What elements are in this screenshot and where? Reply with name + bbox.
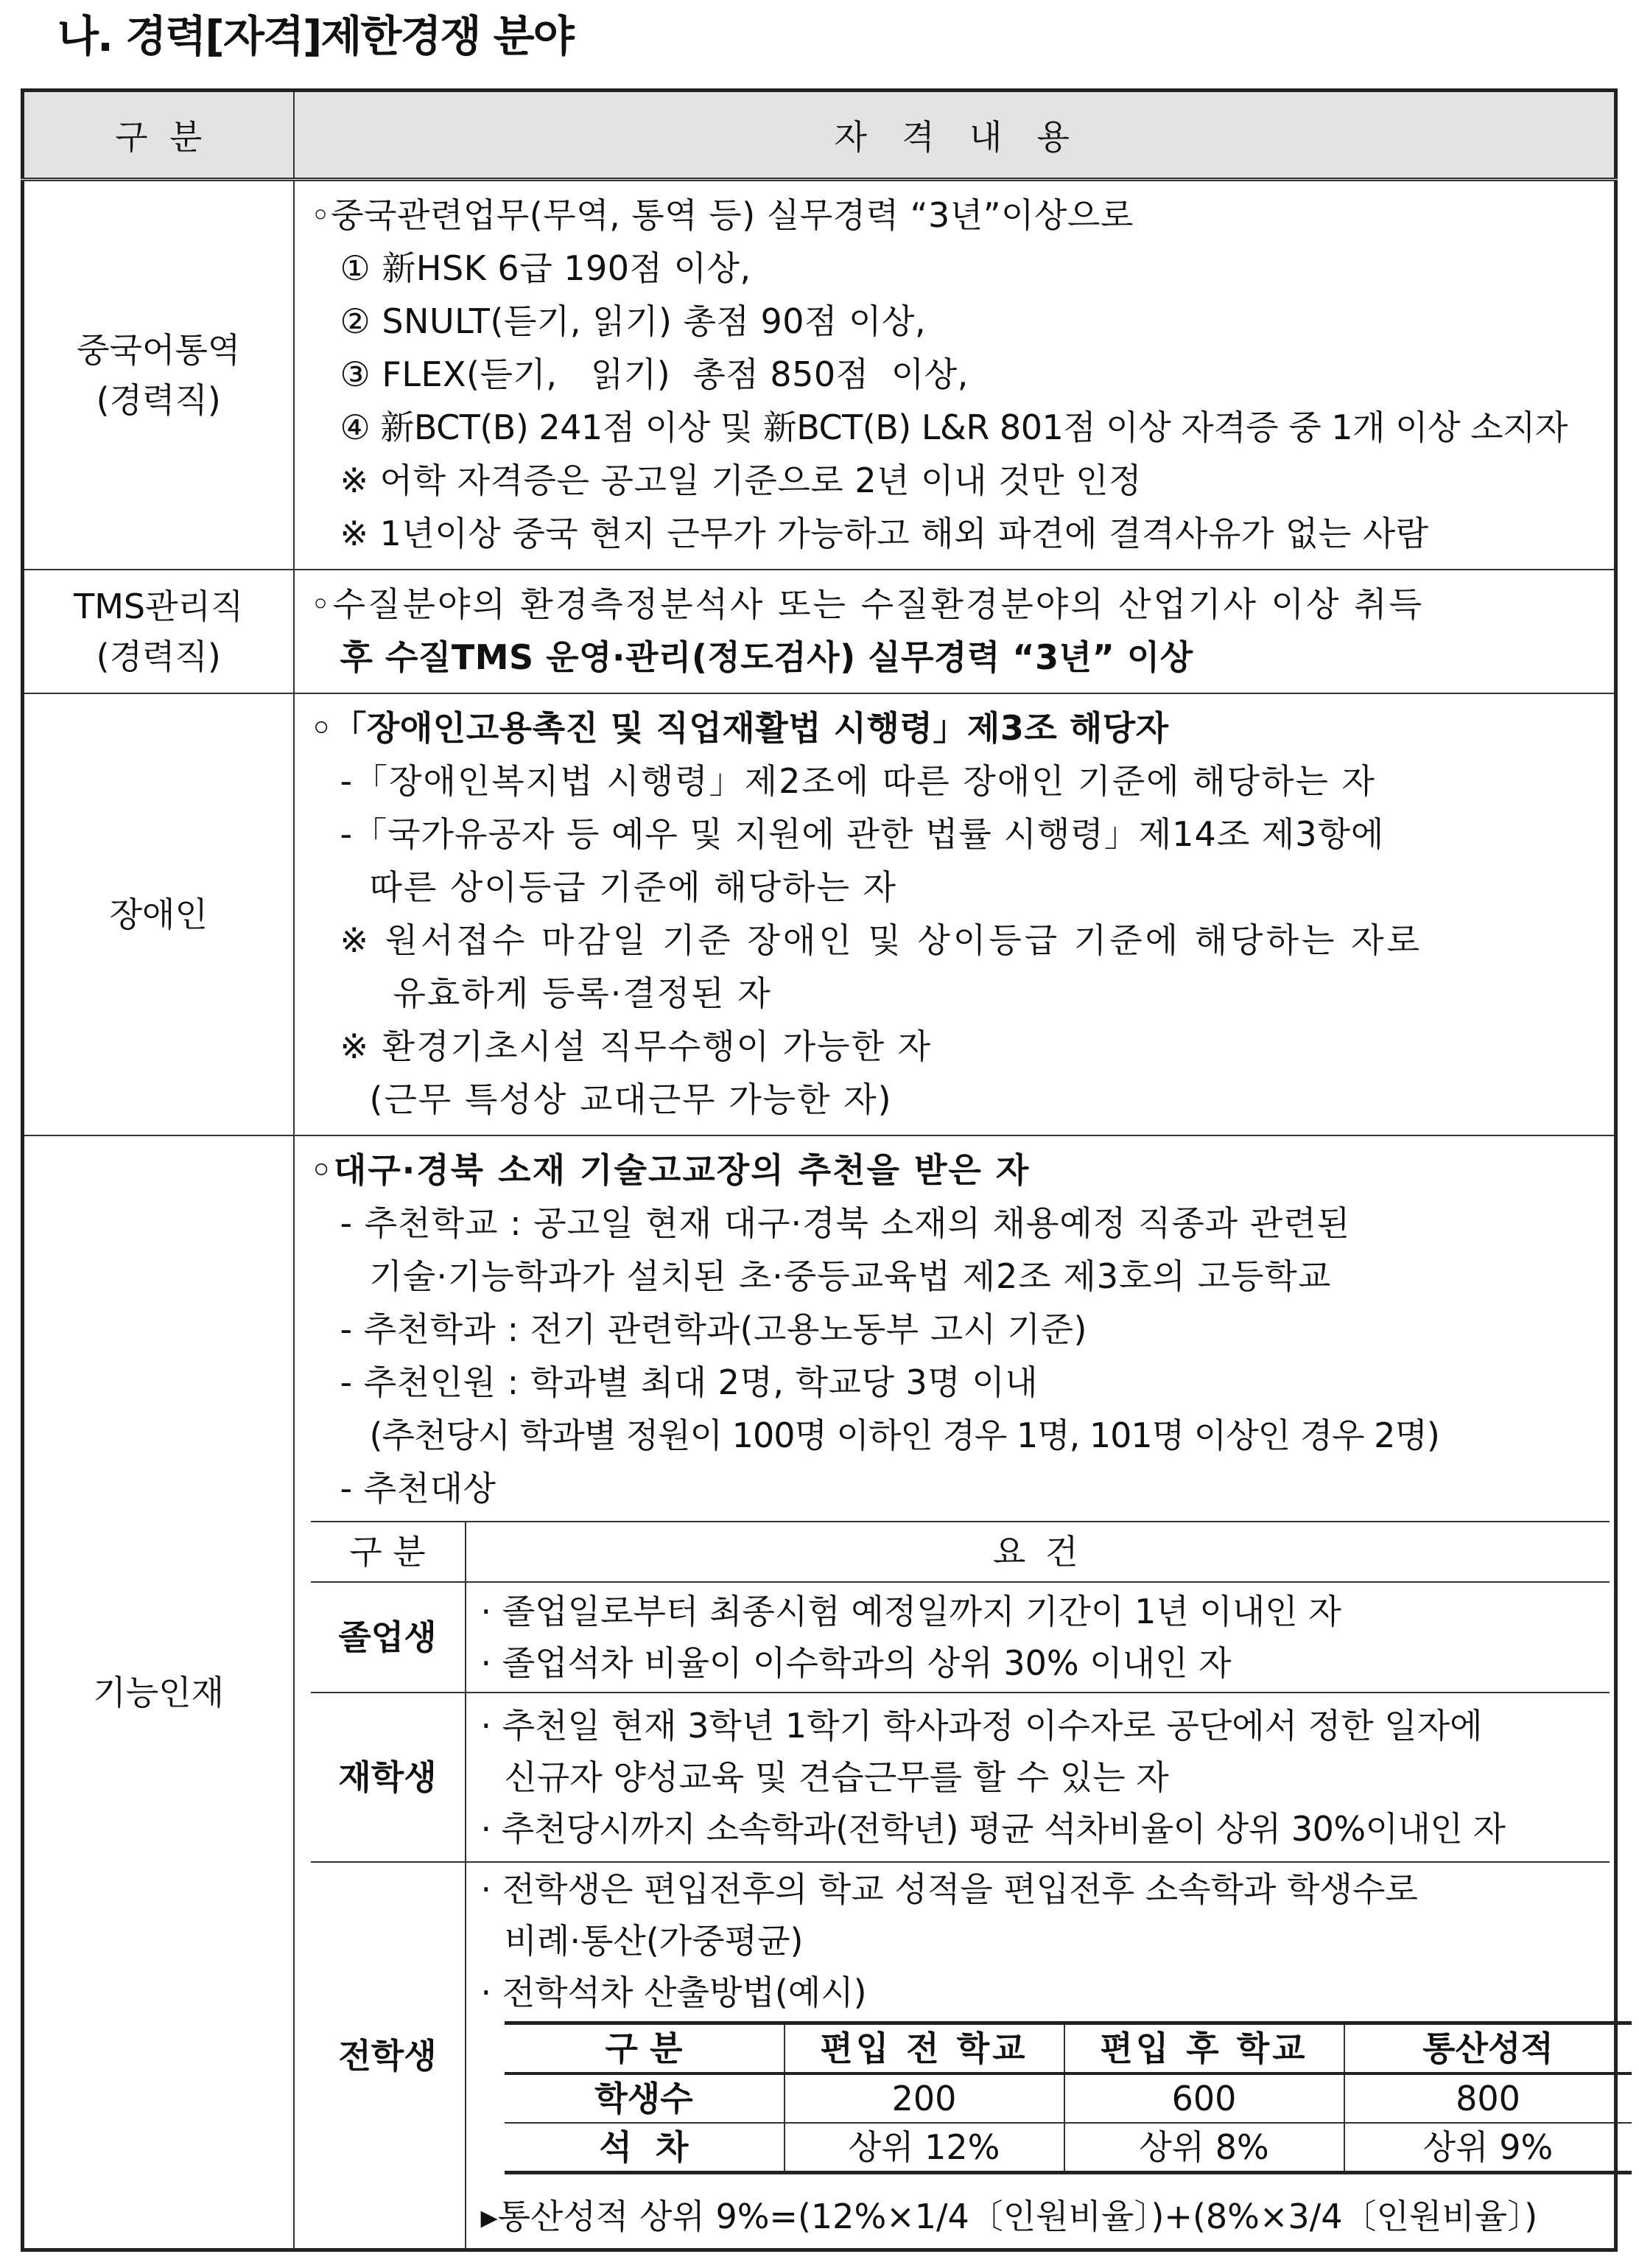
category-chinese: 중국어통역 (경력직) [23,180,294,570]
calc-cell: 상위 9% [1344,2123,1632,2173]
content-line: ① 新HSK 6급 190점 이상, [340,248,751,288]
content-line: 유효하게 등록·결정된 자 [393,973,772,1013]
content-line: ④ 新BCT(B) 241점 이상 및 新BCT(B) L&R 801점 이상 자격증 중 1개 이상 소지자 [340,407,1568,447]
content-line: - 추천학교 : 공고일 현재 대구·경북 소재의 채용예정 직종과 관련된 [340,1203,1351,1243]
table-header-row [23,91,1616,180]
calc-header-row [505,2023,1632,2074]
sub-req-transfer: · 전학생은 편입전후의 학교 성적을 편입전후 소속학과 학생수로 비례·통산(가중평균) · 전학석차 산출방법(예시) 구 분 편입 전 학교 편입 후 학교 통산성적 학생수 200 600 800 석 차 상위 12% 상위 8% 상위 9% ▸통산성적 상위 9%=(12%×1/4〔인원비율〕)+(8%×3/4〔인원비율〕) [466,1862,1610,2248]
content-chinese [294,180,1616,570]
calc-cell: 600 [1064,2073,1344,2123]
header-content: 자 격 내 용 [294,91,1616,180]
content-skilled [294,1135,1616,2250]
sub-row-graduate [311,1582,1610,1693]
content-line: -「장애인복지법 시행령」제2조에 따른 장애인 기준에 해당하는 자 [340,761,1376,801]
calc-row-rank [505,2123,1632,2173]
calc-header-cell: 편입 전 학교 [785,2023,1064,2074]
calc-header-cell: 편입 후 학교 [1064,2023,1344,2074]
table-row-disabled [23,693,1616,1135]
sub-label-graduate: 졸업생 [311,1582,466,1693]
content-line: (추천당시 학과별 정원이 100명 이하인 경우 1명, 101명 이상인 경우 2명) [369,1415,1439,1455]
sub-header-category: 구 분 [311,1522,466,1582]
calc-cell: 800 [1344,2073,1632,2123]
content-line: ◦「장애인고용촉진 및 직업재활법 시행령」제3조 해당자 [310,708,1169,748]
calc-header-cell: 통산성적 [1344,2023,1632,2074]
content-line: ※ 원서접수 마감일 기준 장애인 및 상이등급 기준에 해당하는 자로 [340,920,1422,960]
content-line: - 추천인원 : 학과별 최대 2명, 학교당 3명 이내 [340,1362,1039,1402]
content-line: ※ 1년이상 중국 현지 근무가 가능하고 해외 파견에 결격사유가 없는 사람 [340,514,1429,553]
page-title: 나. 경력[자격]제한경쟁 분야 [57,11,573,61]
category-skilled: 기능인재 [23,1135,294,2250]
content-line: ③ FLEX(듣기, 읽기) 총점 850점 이상, [340,354,969,394]
sub-header-row [311,1522,1610,1582]
content-line: - 추천대상 [340,1469,496,1508]
content-line: ② SNULT(듣기, 읽기) 총점 90점 이상, [340,301,927,341]
sub-req-graduate: · 졸업일로부터 최종시험 예정일까지 기간이 1년 이내인 자 · 졸업석차 비율이 이수학과의 상위 30% 이내인 자 [466,1582,1610,1693]
transfer-rank-example-table [505,2021,1632,2174]
content-line: ◦중국관련업무(무역, 통역 등) 실무경력 “3년”이상으로 [310,195,1134,235]
qualification-table [21,88,1618,2252]
content-line: 후 수질TMS 운영·관리(정도검사) 실무경력 “3년” 이상 [340,637,1193,677]
content-line: (근무 특성상 교대근무 가능한 자) [369,1079,893,1119]
calc-note: ▸통산성적 상위 9%=(12%×1/4〔인원비율〕)+(8%×3/4〔인원비율〕) [480,2197,1538,2236]
content-line: ◦대구·경북 소재 기술고교장의 추천을 받은 자 [310,1150,1031,1190]
calc-cell: 200 [785,2073,1064,2123]
content-line: 기술·기능학과가 설치된 초·중등교육법 제2조 제3호의 고등학교 [369,1256,1332,1296]
recommend-target-table [311,1521,1610,2248]
sub-label-transfer: 전학생 [311,1862,466,2248]
calc-header-cell: 구 분 [505,2023,785,2074]
table-row-skilled [23,1135,1616,2250]
header-category: 구 분 [23,91,294,180]
category-disabled: 장애인 [23,693,294,1135]
content-line: 따른 상이등급 기준에 해당하는 자 [369,867,898,907]
calc-cell: 상위 12% [785,2123,1064,2173]
calc-cell: 상위 8% [1064,2123,1344,2173]
sub-header-requirement: 요 건 [466,1522,1610,1582]
category-tms: TMS관리직 (경력직) [23,570,294,693]
content-line: ※ 어학 자격증은 공고일 기준으로 2년 이내 것만 인정 [340,461,1143,500]
calc-row-students [505,2073,1632,2123]
content-line: ◦수질분야의 환경측정분석사 또는 수질환경분야의 산업기사 이상 취득 [310,584,1425,624]
calc-cell: 석 차 [505,2123,785,2173]
table-row-chinese [23,180,1616,570]
content-line: - 추천학과 : 전기 관련학과(고용노동부 고시 기준) [340,1309,1088,1349]
content-tms [294,570,1616,693]
content-line: ※ 환경기초시설 직무수행이 가능한 자 [340,1026,933,1066]
content-line: -「국가유공자 등 예우 및 지원에 관한 법률 시행령」제14조 제3항에 [340,814,1385,854]
content-disabled [294,693,1616,1135]
sub-row-enrolled [311,1693,1610,1862]
sub-req-enrolled: · 추천일 현재 3학년 1학기 학사과정 이수자로 공단에서 정한 일자에 신규자 양성교육 및 견습근무를 할 수 있는 자 · 추천당시까지 소속학과(전학년) 평균 석차비율이 상위 30%이내인 자 [466,1693,1610,1862]
sub-row-transfer [311,1862,1610,2248]
sub-label-enrolled: 재학생 [311,1693,466,1862]
calc-cell: 학생수 [505,2073,785,2123]
table-row-tms [23,570,1616,693]
